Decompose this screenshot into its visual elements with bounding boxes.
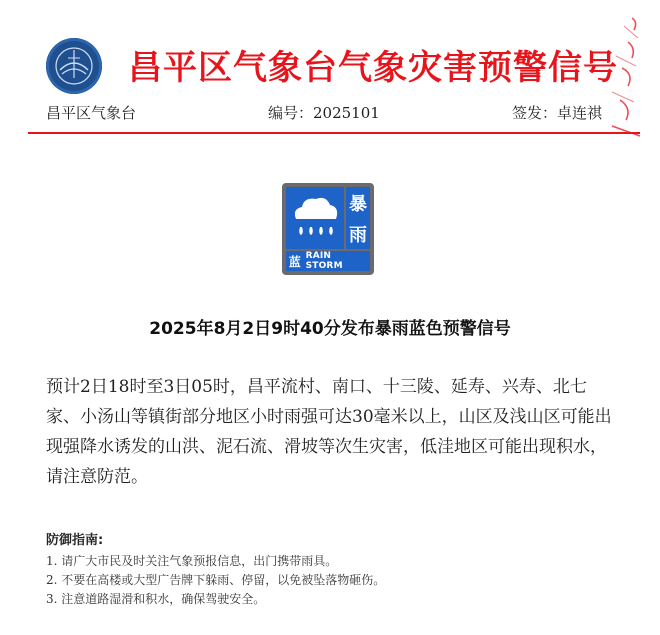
issuing-organization: 昌平区气象台 — [46, 104, 137, 122]
signal-word-2: 雨 — [349, 224, 367, 246]
document-number: 编号：2025101 — [268, 104, 380, 122]
rainstorm-blue-signal — [282, 183, 374, 275]
warning-body: 预计2日18时至3日05时，昌平流村、南口、十三陵、延寿、兴寿、北七家、小汤山等镇街部分地区小时雨强可达30毫米以上，山区及浅山区可能出现强降水诱发的山洪、泥石流、滑坡等次生灾害，低洼地区可能出现积水，请注意防范。 — [46, 377, 612, 487]
guide-title: 防御指南: — [46, 533, 104, 548]
signal-word — [346, 187, 370, 249]
guide-item: 2. 不要在高楼或大型广告牌下躲雨、停留，以免被坠落物砸伤。 — [46, 573, 386, 587]
meteorological-logo — [46, 38, 102, 94]
document-title: 昌平区气象台气象灾害预警信号 — [128, 48, 618, 88]
signal-caption — [286, 251, 370, 271]
signer: 签发：卓连祺 — [512, 104, 603, 122]
warning-headline: 2025年8月2日9时40分发布暴雨蓝色预警信号 — [149, 319, 511, 339]
rain-cloud-icon — [286, 187, 344, 249]
signal-english-label: RAIN STORM — [305, 251, 343, 271]
guide-item: 1. 请广大市民及时关注气象预报信息，出门携带雨具。 — [46, 554, 338, 568]
globe-icon — [46, 38, 102, 94]
header-divider — [28, 132, 640, 134]
guide-item: 3. 注意道路湿滑和积水，确保驾驶安全。 — [46, 592, 266, 606]
guide-list — [46, 552, 385, 609]
signal-word-1: 暴 — [349, 193, 367, 215]
signal-color-char: 蓝 — [288, 254, 301, 269]
